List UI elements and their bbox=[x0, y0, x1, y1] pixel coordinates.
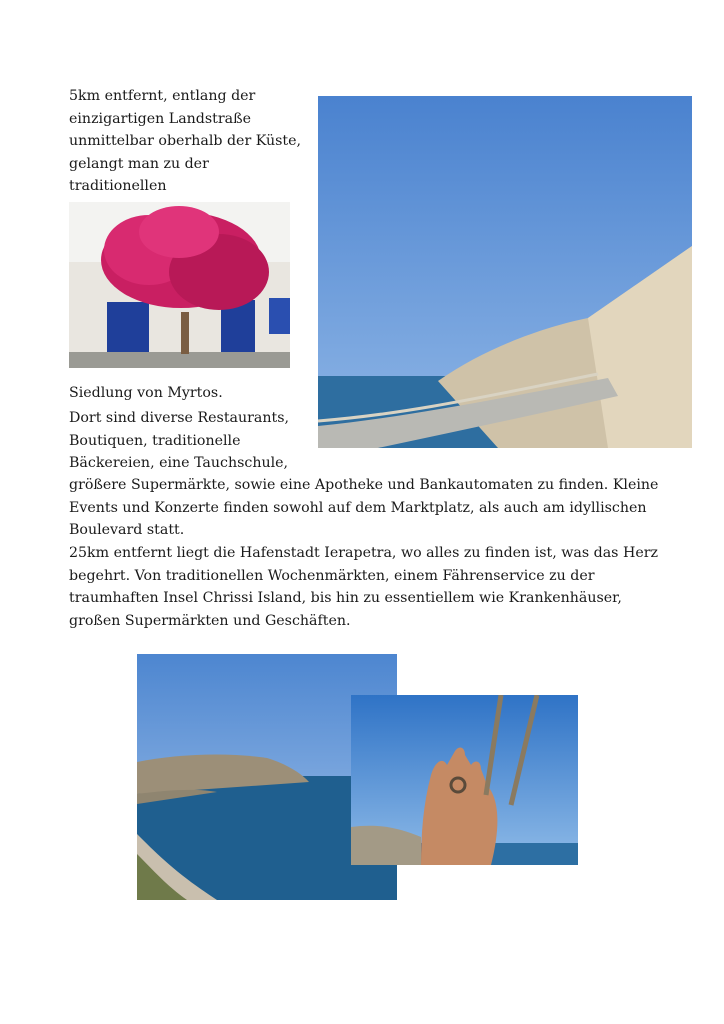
intro-paragraph: 5km entfernt, entlang der einzigartigen Landstraße unmittelbar oberhalb der Küste, gelangt man zu der traditionellen bbox=[69, 88, 302, 194]
hand-rings-photo bbox=[351, 695, 578, 865]
bougainvillea-house-photo bbox=[69, 202, 290, 368]
settlement-line: Siedlung von Myrtos. bbox=[69, 385, 223, 401]
ierapetra-paragraph: 25km entfernt liegt die Hafenstadt Ierapetra, wo alles zu finden ist, was das Herz begehrt. Von traditionellen Wochenmärkten, einem Fährenservice zu der traumhaften Insel Chrissi Island, bis hin zu essentiellem wie Krankenhäuser, großen Supermärkten und Geschäften. bbox=[69, 545, 658, 629]
facilities-paragraph-start: Dort sind diverse Restaurants, Boutiquen, traditionelle Bäckereien, eine Tauchschule, bbox=[69, 410, 289, 471]
facilities-paragraph-end: größere Supermärkte, sowie eine Apotheke und Bankautomaten zu finden. Kleine Events und Konzerte finden sowohl auf dem Marktplatz, als auch am idyllischen Boulevard statt. bbox=[69, 477, 659, 538]
coastal-road-photo bbox=[318, 96, 692, 448]
